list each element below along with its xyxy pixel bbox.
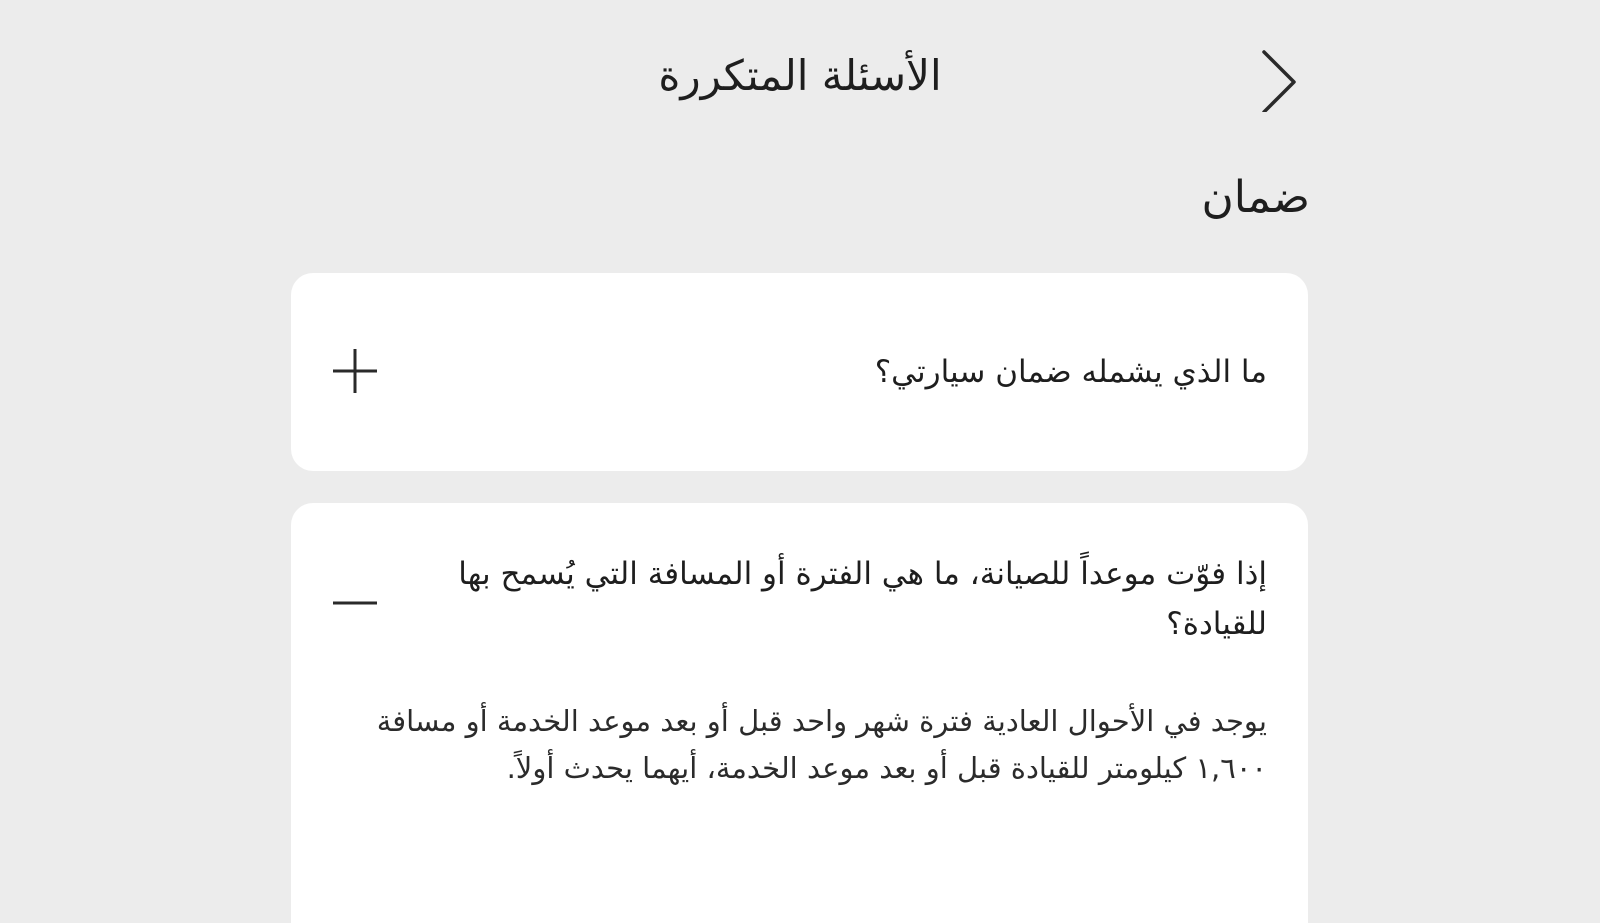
minus-icon[interactable] [331, 579, 379, 627]
faq-question[interactable]: إذا فوّت موعداً للصيانة، ما هي الفترة أو المسافة التي يُسمح بها للقيادة؟ [458, 556, 1267, 642]
faq-item[interactable] [291, 273, 1308, 471]
section-title: ضمان [1201, 172, 1310, 223]
plus-icon[interactable] [331, 347, 379, 395]
header [0, 30, 1600, 122]
faq-item-expanded[interactable] [291, 503, 1308, 923]
page-title: الأسئلة المتكررة [658, 51, 942, 100]
faq-answer: يوجد في الأحوال العادية فترة شهر واحد قبل أو بعد موعد الخدمة أو مسافة ١,٦٠٠ كيلومتر للقيادة قبل أو بعد موعد الخدمة، أيهما يحدث أولاً. [376, 704, 1267, 785]
faq-question[interactable]: ما الذي يشمله ضمان سيارتي؟ [874, 354, 1267, 390]
chevron-right-icon [1252, 40, 1300, 112]
back-button[interactable] [1252, 40, 1300, 112]
